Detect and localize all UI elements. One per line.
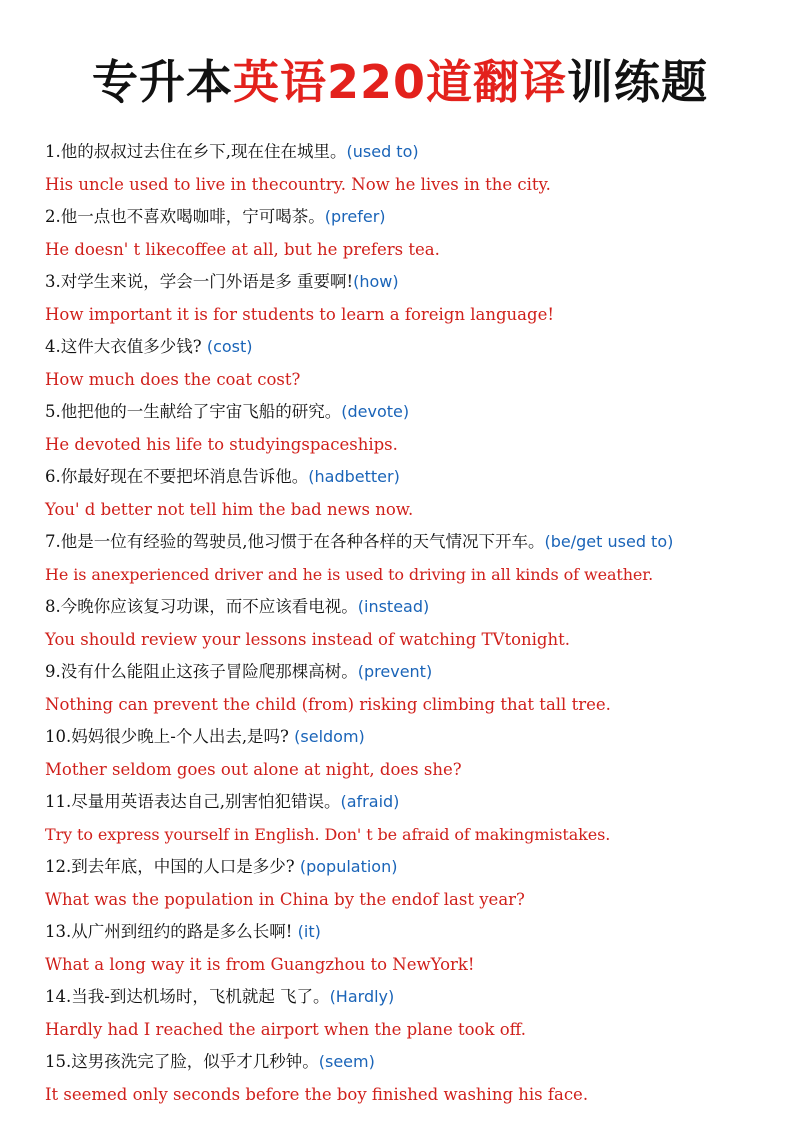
exercise-item [45,981,785,1046]
chinese-text: 10.妈妈很少晚上-个人出去,是吗? [45,727,295,746]
keyword-hint: (how) [353,272,399,291]
chinese-text: 1.他的叔叔过去住在乡下,现在住在城里。 [45,142,347,161]
chinese-text: 5.他把他的一生献给了宇宙飞船的研究。 [45,402,342,421]
english-translation: Try to express yourself in English. Don' t be afraid of makingmistakes. [45,824,611,844]
chinese-text: 14.当我-到达机场时，飞机就起 飞了。 [45,987,330,1006]
exercise-item [45,851,785,916]
english-translation: What a long way it is from Guangzhou to NewYork! [45,954,475,974]
chinese-sentence [45,396,785,429]
chinese-text: 13.从广州到纽约的路是多么长啊! [45,922,298,941]
chinese-sentence [45,1046,785,1079]
exercise-item [45,786,785,851]
keyword-hint: (population) [299,857,398,876]
chinese-sentence [45,981,785,1014]
english-translation: Mother seldom goes out alone at night, does she? [45,759,462,779]
chinese-text: 15.这男孩洗完了脸，似乎才几秒钟。 [45,1052,319,1071]
exercise-item [45,916,785,981]
keyword-hint: (prevent) [357,662,433,681]
english-translation: Nothing can prevent the child (from) risking climbing that tall tree. [45,694,611,714]
keyword-hint: (cost) [206,337,253,356]
exercise-item [45,136,785,201]
keyword-hint: (afraid) [340,792,400,811]
exercise-list [45,136,785,1111]
keyword-hint: (used to) [346,142,419,161]
chinese-text: 6.你最好现在不要把坏消息告诉他。 [45,467,309,486]
english-translation: How important it is for students to learn a foreign language! [45,304,554,324]
chinese-sentence [45,136,785,169]
chinese-text: 8.今晚你应该复习功课，而不应该看电视。 [45,597,358,616]
exercise-item [45,461,785,526]
exercise-item [45,331,785,396]
keyword-hint: (it) [297,922,321,941]
chinese-sentence [45,201,785,234]
title-part-1: 专升本 [91,55,233,109]
page-title [0,52,800,112]
keyword-hint: (prefer) [324,207,386,226]
exercise-item [45,266,785,331]
chinese-text: 9.没有什么能阻止这孩子冒险爬那棵高树。 [45,662,358,681]
chinese-sentence [45,851,785,884]
chinese-text: 4.这件大衣值多少钱? [45,337,207,356]
english-translation: His uncle used to live in thecountry. Now he lives in the city. [45,174,551,194]
keyword-hint: (seem) [318,1052,375,1071]
chinese-sentence [45,786,785,819]
exercise-item [45,591,785,656]
english-translation: What was the population in China by the endof last year? [45,889,525,909]
chinese-sentence [45,721,785,754]
exercise-item [45,1046,785,1111]
chinese-sentence [45,461,785,494]
keyword-hint: (hadbetter) [308,467,400,486]
title-part-2: 英语220道翻译 [232,55,568,109]
keyword-hint: (Hardly) [329,987,395,1006]
chinese-sentence [45,591,785,624]
chinese-sentence [45,526,785,559]
english-translation: How much does the coat cost? [45,369,301,389]
chinese-text: 3.对学生来说，学会一门外语是多 重要啊! [45,272,354,291]
chinese-sentence [45,916,785,949]
english-translation: It seemed only seconds before the boy finished washing his face. [45,1084,589,1104]
keyword-hint: (be/get used to) [544,532,674,551]
chinese-text: 7.他是一位有经验的驾驶员,他习惯于在各种各样的天气情况下开车。 [45,532,545,551]
exercise-item [45,396,785,461]
exercise-item [45,721,785,786]
exercise-item [45,656,785,721]
english-translation: He doesn' t likecoffee at all, but he prefers tea. [45,239,440,259]
chinese-sentence [45,331,785,364]
title-part-3: 训练题 [567,55,709,109]
exercise-item [45,526,785,591]
chinese-text: 2.他一点也不喜欢喝咖啡，宁可喝茶。 [45,207,325,226]
exercise-item [45,201,785,266]
keyword-hint: (devote) [341,402,410,421]
english-translation: Hardly had I reached the airport when the plane took off. [45,1019,527,1039]
chinese-text: 12.到去年底，中国的人口是多少? [45,857,300,876]
keyword-hint: (seldom) [294,727,365,746]
chinese-sentence [45,656,785,689]
chinese-text: 11.尽量用英语表达自己,别害怕犯错误。 [45,792,341,811]
english-translation: He is anexperienced driver and he is used to driving in all kinds of weather. [45,564,654,584]
chinese-sentence [45,266,785,299]
english-translation: You should review your lessons instead of watching TVtonight. [45,629,570,649]
english-translation: You' d better not tell him the bad news now. [45,499,414,519]
keyword-hint: (instead) [357,597,430,616]
english-translation: He devoted his life to studyingspaceships. [45,434,398,454]
